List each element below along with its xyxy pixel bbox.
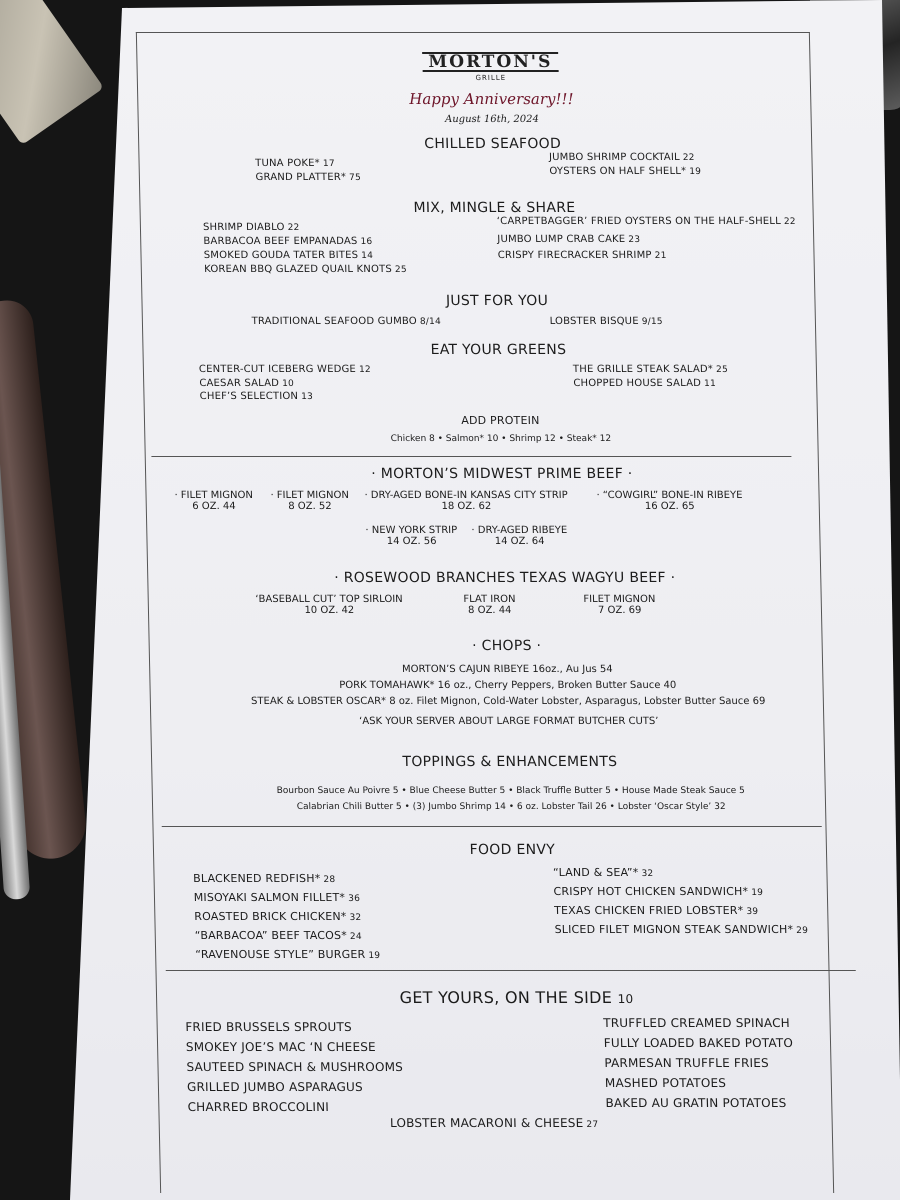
- section-title-chilled: CHILLED SEAFOOD: [424, 136, 562, 152]
- toppings-line: Calabrian Chili Butter 5 • (3) Jumbo Shrimp 14 • 6 oz. Lobster Tail 26 • Lobster ‘Oscar Style’ 32: [296, 802, 726, 812]
- add-protein-title: ADD PROTEIN: [461, 414, 540, 427]
- chop-item: MORTON’S CAJUN RIBEYE 16oz., Au Jus 54: [401, 664, 613, 675]
- menu-item: CRISPY HOT CHICKEN SANDWICH* 19: [553, 885, 764, 898]
- beef-cut: · FILET MIGNON 8 OZ. 52: [270, 490, 350, 512]
- chop-item: STEAK & LOBSTER OSCAR* 8 oz. Filet Mignon, Cold-Water Lobster, Asparagus, Lobster Butter Sauce 69: [250, 696, 766, 707]
- menu-item: SHRIMP DIABLO 22: [202, 222, 300, 233]
- section-title-envy: FOOD ENVY: [469, 842, 556, 858]
- greeting: Happy Anniversary!!!: [409, 90, 574, 108]
- side-item: SAUTEED SPINACH & MUSHROOMS: [186, 1060, 404, 1074]
- section-title-chops: · CHOPS ·: [471, 638, 542, 654]
- chop-item: PORK TOMAHAWK* 16 oz., Cherry Peppers, Broken Butter Sauce 40: [339, 680, 677, 691]
- menu-item: CHOPPED HOUSE SALAD 11: [573, 378, 717, 389]
- menu-item: “LAND & SEA”* 32: [552, 866, 654, 879]
- section-title-sides: GET YOURS, ON THE SIDE 10: [399, 988, 634, 1007]
- side-item: TRUFFLED CREAMED SPINACH: [603, 1016, 791, 1030]
- menu-item: CAESAR SALAD 10: [199, 378, 295, 389]
- menu-item: TRADITIONAL SEAFOOD GUMBO 8/14: [251, 316, 442, 327]
- divider: [166, 970, 856, 971]
- menu-item: TEXAS CHICKEN FRIED LOBSTER* 39: [553, 904, 759, 917]
- restaurant-sub: GRILLE: [475, 74, 507, 82]
- side-item: GRILLED JUMBO ASPARAGUS: [186, 1080, 364, 1094]
- divider: [162, 826, 822, 827]
- beef-cut: · NEW YORK STRIP 14 OZ. 56: [365, 525, 458, 547]
- section-title-prime: · MORTON’S MIDWEST PRIME BEEF ·: [371, 466, 633, 482]
- menu-item: JUMBO SHRIMP COCKTAIL 22: [548, 152, 695, 163]
- menu-item: OYSTERS ON HALF SHELL* 19: [549, 166, 702, 177]
- menu-item: KOREAN BBQ GLAZED QUAIL KNOTS 25: [204, 264, 407, 275]
- beef-cut: · DRY-AGED RIBEYE 14 OZ. 64: [471, 525, 568, 547]
- menu-item: CRISPY FIRECRACKER SHRIMP 21: [497, 250, 667, 261]
- menu: [140, 48, 872, 1178]
- section-title-greens: EAT YOUR GREENS: [430, 342, 567, 358]
- section-title-mix: MIX, MINGLE & SHARE: [413, 200, 576, 216]
- beef-cut: · “COWGIRL” BONE-IN RIBEYE 16 OZ. 65: [596, 490, 743, 512]
- menu-item: SLICED FILET MIGNON STEAK SANDWICH* 29: [554, 923, 809, 936]
- toppings-line: Bourbon Sauce Au Poivre 5 • Blue Cheese Butter 5 • Black Truffle Butter 5 • House Made Steak Sauce 5: [276, 786, 745, 796]
- menu-item: ROASTED BRICK CHICKEN* 32: [194, 910, 362, 923]
- sides-price: 10: [617, 992, 634, 1006]
- section-title-wagyu: · ROSEWOOD BRANCHES TEXAS WAGYU BEEF ·: [334, 570, 676, 586]
- restaurant-logo: [140, 52, 841, 82]
- divider: [151, 456, 791, 457]
- napkin: [0, 0, 104, 145]
- side-item: CHARRED BROCCOLINI: [187, 1100, 330, 1114]
- menu-date: August 16th, 2024: [444, 114, 540, 125]
- add-protein-options: Chicken 8 • Salmon* 10 • Shrimp 12 • Steak* 12: [390, 434, 612, 444]
- menu-item: SMOKED GOUDA TATER BITES 14: [203, 250, 374, 261]
- menu-item: MISOYAKI SALMON FILLET* 36: [193, 891, 361, 904]
- menu-item: THE GRILLE STEAK SALAD* 25: [572, 364, 729, 375]
- menu-item: GRAND PLATTER* 75: [255, 172, 362, 183]
- side-item: MASHED POTATOES: [604, 1076, 727, 1090]
- ask-server-note: ‘ASK YOUR SERVER ABOUT LARGE FORMAT BUTCHER CUTS’: [359, 716, 659, 727]
- menu-item: TUNA POKE* 17: [255, 158, 335, 169]
- menu-item: BLACKENED REDFISH* 28: [193, 872, 336, 885]
- section-title-toppings: TOPPINGS & ENHANCEMENTS: [402, 754, 618, 770]
- beef-cut: · FILET MIGNON 6 OZ. 44: [174, 490, 254, 512]
- side-item: FRIED BRUSSELS SPROUTS: [185, 1020, 353, 1034]
- beef-cut: · DRY-AGED BONE-IN KANSAS CITY STRIP 18 OZ. 62: [364, 490, 568, 512]
- menu-item: BARBACOA BEEF EMPANADAS 16: [203, 236, 373, 247]
- side-item: BAKED AU GRATIN POTATOES: [605, 1096, 787, 1110]
- menu-item: CHEF’S SELECTION 13: [199, 391, 314, 402]
- menu-item: ‘CARPETBAGGER’ FRIED OYSTERS ON THE HALF-SHELL 22: [496, 216, 796, 227]
- menu-item: “RAVENOUSE STYLE” BURGER 19: [195, 948, 381, 961]
- menu-item: LOBSTER BISQUE 9/15: [549, 316, 663, 327]
- wagyu-cut: FLAT IRON 8 OZ. 44: [463, 594, 516, 616]
- side-item-lobster-mac: LOBSTER MACARONI & CHEESE 27: [389, 1116, 599, 1130]
- side-item: FULLY LOADED BAKED POTATO: [603, 1036, 794, 1050]
- restaurant-name: MORTON'S: [422, 52, 558, 72]
- wagyu-cut: ‘BASEBALL CUT’ TOP SIRLOIN 10 OZ. 42: [255, 594, 403, 616]
- menu-item: CENTER-CUT ICEBERG WEDGE 12: [198, 364, 372, 375]
- side-item: PARMESAN TRUFFLE FRIES: [604, 1056, 770, 1070]
- section-title-justforyou: JUST FOR YOU: [445, 293, 549, 309]
- menu-item: “BARBACOA” BEEF TACOS* 24: [194, 929, 362, 942]
- menu-item: JUMBO LUMP CRAB CAKE 23: [497, 234, 641, 245]
- side-item: SMOKEY JOE’S MAC ‘N CHEESE: [185, 1040, 377, 1054]
- wagyu-cut: FILET MIGNON 7 OZ. 69: [583, 594, 656, 616]
